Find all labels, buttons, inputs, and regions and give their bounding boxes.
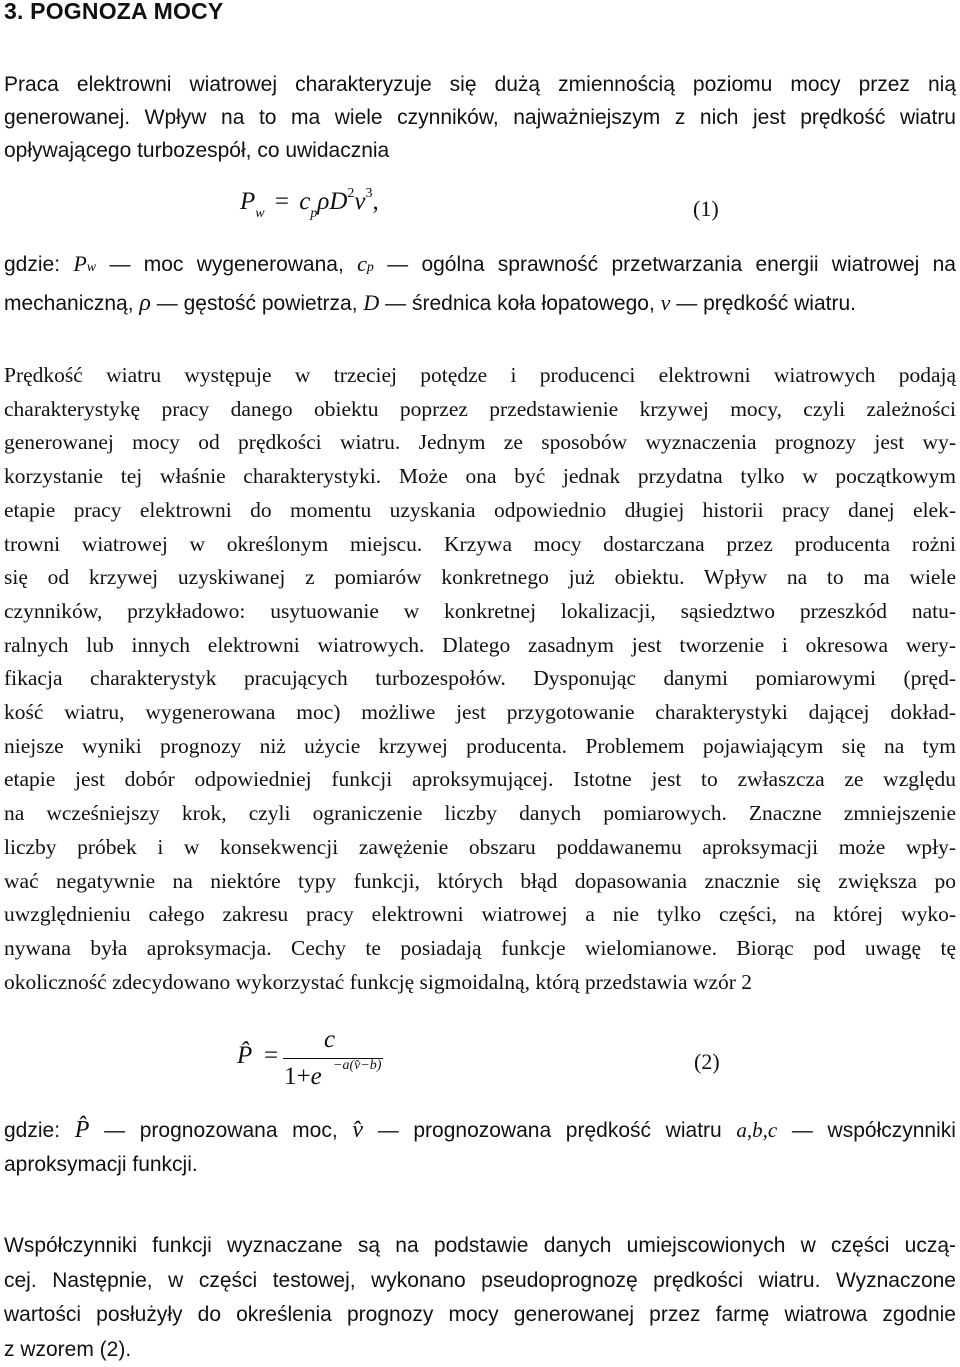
text-line: czynników, przykładowo: usytuowanie w konkretnej lokalizacji, sąsiedztwo przeszkód natu-	[4, 595, 956, 629]
Phat-symbol: P̂	[75, 1117, 90, 1143]
eq1-D: D	[329, 188, 347, 215]
vhat-description: — prognozowana prędkość wiatru	[378, 1119, 722, 1142]
Pw-description: — moc wygenerowana,	[109, 253, 343, 276]
Pw-subscript: w	[87, 260, 96, 275]
text-line	[4, 246, 956, 285]
text-line: charakterystykę pracy danego obiektu poprzez przedstawienie krzywej mocy, czyli zależności	[4, 393, 956, 427]
text-line: na wcześniejszy krok, czyli ograniczenie liczby danych pomiarowych. Znaczne zmniejszenie	[4, 797, 956, 831]
text-line: fikacja charakterystyk pracujących turbozespołów. Dysponując danymi pomiarowymi (pręd-	[4, 662, 956, 696]
text-line: niejsze wyniki prognozy niż użycie krzywej producenta. Problemem pojawiającym się na tym	[4, 730, 956, 764]
eq2-numerator: c	[324, 1026, 335, 1054]
text-line: okoliczność zdecydowano wykorzystać funkcję sigmoidalną, którą przedstawia wzór 2	[4, 966, 956, 1000]
text-line: wartości posłużyły do określenia prognozy mocy generowanej przez farmę wiatrowa zgodnie	[4, 1298, 956, 1333]
equation-2-number: (2)	[694, 1049, 720, 1075]
eq1-rho: ρ	[317, 188, 329, 215]
vhat-symbol: v̂	[352, 1117, 363, 1143]
eq1-comma: ,	[373, 188, 379, 215]
Pw-symbol: P	[73, 251, 86, 276]
text-line: generowanej. Wpływ na to ma wiele czynników, najważniejszym z nich jest prędkość wiatru	[4, 101, 956, 134]
abc-description: — współczynniki	[792, 1119, 956, 1142]
gdzie-label: gdzie:	[4, 1119, 60, 1142]
D-symbol: D	[363, 290, 379, 315]
eq2-exponent: −a(v̂−b)	[333, 1058, 381, 1074]
text-line: trowni wiatrowej w określonym miejscu. Krzywa mocy dostarczana przez producenta rożni	[4, 528, 956, 562]
text-line: wać negatywnie na niektóre typy funkcji, których błąd dopasowania znacznie się zwiększa po	[4, 865, 956, 899]
eq1-c: c	[299, 188, 310, 215]
eq2-e: e	[311, 1063, 322, 1090]
eq1-equals: =	[275, 188, 289, 215]
text-line: się od krzywej uzyskiwanej z pomiarów konkretnego już obiektu. Wpływ na to ma wiele	[4, 561, 956, 595]
text-line: Prędkość wiatru występuje w trzeciej potędze i producenci elektrowni wiatrowych podają	[4, 359, 956, 393]
final-paragraph	[4, 1229, 956, 1367]
eq2-denominator	[284, 1063, 322, 1091]
text-line: etapie pracy elektrowni do momentu uzyskania odpowiednio długiej historii pracy danej elek-	[4, 494, 956, 528]
gdzie-label: gdzie:	[4, 253, 60, 276]
text-line	[4, 285, 956, 321]
text-line: kość wiatru, wygenerowana moc) możliwe jest przygotowanie charakterystyki dającej dokład-	[4, 696, 956, 730]
abc-symbol: a,b,c	[736, 1118, 777, 1142]
text-line: generowanej mocy od prędkości wiatru. Jednym ze sposobów wyznaczenia prognozy jest wy-	[4, 426, 956, 460]
text-line: uwzględnieniu całego zakresu pracy elektrowni wiatrowej a nie tylko części, na której wyko-	[4, 898, 956, 932]
eq1-v: v	[354, 188, 365, 215]
cp-symbol: c	[357, 251, 367, 276]
text-line: ralnych lub innych elektrowni wiatrowych. Dlatego zasadnym jest tworzenie i okresowa wery-	[4, 629, 956, 663]
cp-subscript: p	[367, 260, 374, 275]
eq1-exp2: 2	[347, 186, 354, 201]
Phat-description: — prognozowana moc,	[104, 1119, 338, 1142]
D-description: — średnica koła łopatowego,	[385, 292, 655, 315]
text-line: liczby próbek i w konsekwencji zawężenie obszaru poddawanemu aproksymacji może wpły-	[4, 831, 956, 865]
text-line: Współczynniki funkcji wyznaczane są na podstawie danych umiejscowionych w części uczą-	[4, 1229, 956, 1264]
text-line: nywana była aproksymacja. Cechy te posiadają funkcje wielomianowe. Biorąc pod uwagę tę	[4, 932, 956, 966]
text-line: aproksymacji funkcji.	[4, 1148, 956, 1182]
eq1-exp3: 3	[366, 186, 373, 201]
eq2-Phat: P̂	[237, 1042, 252, 1070]
text-line: opływającego turbozespół, co uwidacznia	[4, 134, 956, 167]
cp-description: — ogólna sprawność przetwarzania energii wiatrowej na	[387, 253, 956, 276]
rho-description: — gęstość powietrza,	[157, 292, 358, 315]
text-line: etapie jest dobór odpowiedniej funkcji aproksymującej. Istotne jest to zwłaszcza ze względu	[4, 763, 956, 797]
equation-1-number: (1)	[693, 196, 719, 222]
body-paragraph	[4, 359, 956, 999]
rho-symbol: ρ	[139, 290, 151, 316]
eq1-P: P	[240, 188, 255, 215]
text-line	[4, 1113, 956, 1148]
text-line: korzystanie tej właśnie charakterystyki. Może ona być jednak przydatna tylko w początkowym	[4, 460, 956, 494]
intro-paragraph	[4, 68, 956, 167]
section-heading: 3. POGNOZA MOCY	[4, 0, 223, 25]
where-2-paragraph	[4, 1113, 956, 1182]
where-1-paragraph	[4, 246, 956, 321]
v-description: — prędkość wiatru.	[676, 292, 856, 315]
text-line: cej. Następnie, w części testowej, wykonano pseudoprognozę prędkości wiatru. Wyznaczone	[4, 1264, 956, 1299]
eq1-w-subscript: w	[255, 206, 264, 221]
equation-1	[240, 188, 379, 216]
eq2-equals: =	[264, 1042, 278, 1070]
mechaniczna-text: mechaniczną,	[4, 292, 134, 315]
v-symbol: v	[661, 290, 671, 315]
text-line: z wzorem (2).	[4, 1333, 956, 1367]
text-line: Praca elektrowni wiatrowej charakteryzuje się dużą zmiennością poziomu mocy przez nią	[4, 68, 956, 101]
eq1-p-subscript: p	[310, 206, 317, 221]
eq2-one-plus: 1+	[284, 1063, 311, 1090]
